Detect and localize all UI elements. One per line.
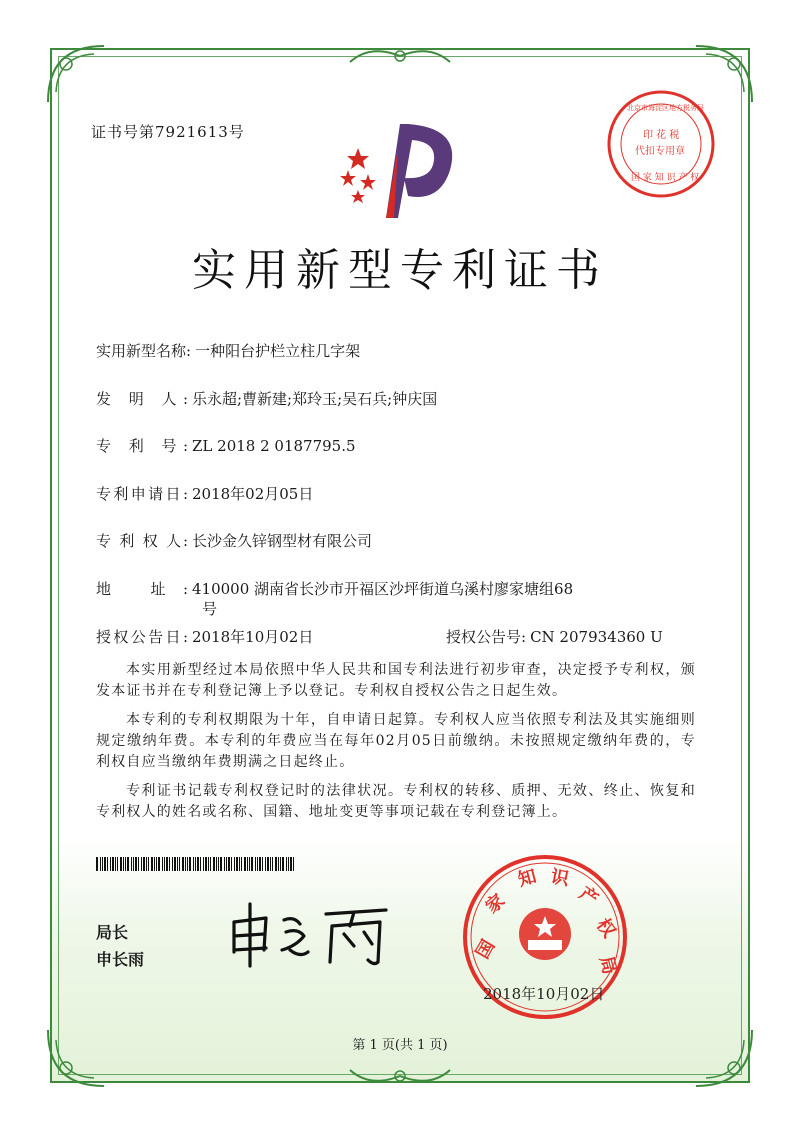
corner-ornament-bottom-right [686,1020,756,1090]
patentee-row [96,530,372,551]
svg-text:印 花 税: 印 花 税 [643,130,680,141]
svg-text:国: 国 [472,936,500,963]
address-row [96,578,573,599]
grant-number-value: CN 207934360 U [530,628,663,646]
grant-number-row [446,626,663,647]
grant-date-row [96,626,313,647]
inventor-label: 发 明 人: [96,390,188,408]
seal-date: 2018年10月02日 [483,985,605,1003]
body-paragraph-2: 本专利的专利权期限为十年，自申请日起算。专利权人应当依照专利法及其实施细则规定缴纳年费。本专利的年费应当在每年02月05日前缴纳。未按照规定缴纳年费的，专利权自应当缴纳年费期满之日起终止。 [96,712,696,770]
document-title: 实用新型专利证书 [192,245,608,296]
certificate-number: 证书号第7921613号 [91,123,245,141]
grant-number-label: 授权公告号: [446,628,527,646]
body-paragraph-3: 专利证书记载专利权登记时的法律状况。专利权的转移、质押、无效、终止、恢复和专利权人的姓名或名称、国籍、地址变更等事项记载在专利登记簿上。 [96,783,696,820]
patent-number-row [96,435,356,456]
svg-text:产: 产 [575,882,602,911]
corner-ornament-top-left [44,42,114,112]
svg-text:国 家 知 识 产 权: 国 家 知 识 产 权 [631,173,700,183]
svg-text:家: 家 [481,890,510,918]
grant-date-value: 2018年10月02日 [192,628,314,646]
tax-stamp [605,88,717,200]
address-value-continuation: 号 [202,600,218,618]
svg-text:局: 局 [595,953,621,977]
director-name: 申长雨 [96,950,145,969]
svg-text:代扣专用章: 代扣专用章 [635,146,685,157]
filing-date-label: 专利申请日: [96,485,188,503]
svg-text:知: 知 [515,865,539,891]
address-label: 地 址: [96,580,188,598]
utility-model-name-value: 一种阳台护栏立柱几字架 [195,342,361,360]
svg-text:识: 识 [549,866,571,891]
page-footer: 第 1 页(共 1 页) [352,1038,448,1053]
svg-text:权: 权 [591,914,620,942]
top-ornament [340,42,460,72]
grant-date-label: 授权公告日: [96,628,188,646]
inventor-value: 乐永超;曹新建;郑玲玉;吴石兵;钟庆国 [192,390,438,408]
director-title: 局长 [96,923,129,942]
svg-text:北京市海淀区地方税务局: 北京市海淀区地方税务局 [627,104,704,112]
body-paragraph-1: 本实用新型经过本局依照中华人民共和国专利法进行初步审查，决定授予专利权，颁发本证书并在专利登记簿上予以登记。专利权自授权公告之日起生效。 [96,662,696,699]
filing-date-row [96,483,313,504]
filing-date-value: 2018年02月05日 [192,485,314,503]
patentee-label: 专 利 权 人: [96,532,188,550]
barcode [96,857,296,871]
patent-office-logo [328,118,464,222]
inventor-row [96,388,437,409]
patent-number-label: 专 利 号: [96,437,188,455]
patentee-value: 长沙金久锌钢型材有限公司 [192,532,373,550]
utility-model-name-row [96,340,360,361]
patent-number-value: ZL 2018 2 0187795.5 [192,437,356,455]
utility-model-name-label: 实用新型名称: [96,342,192,360]
corner-ornament-bottom-left [44,1020,114,1090]
address-value: 410000 湖南省长沙市开福区沙坪街道乌溪村廖家塘组68 [192,580,574,598]
bottom-ornament [340,1060,460,1090]
director-signature [226,900,396,970]
